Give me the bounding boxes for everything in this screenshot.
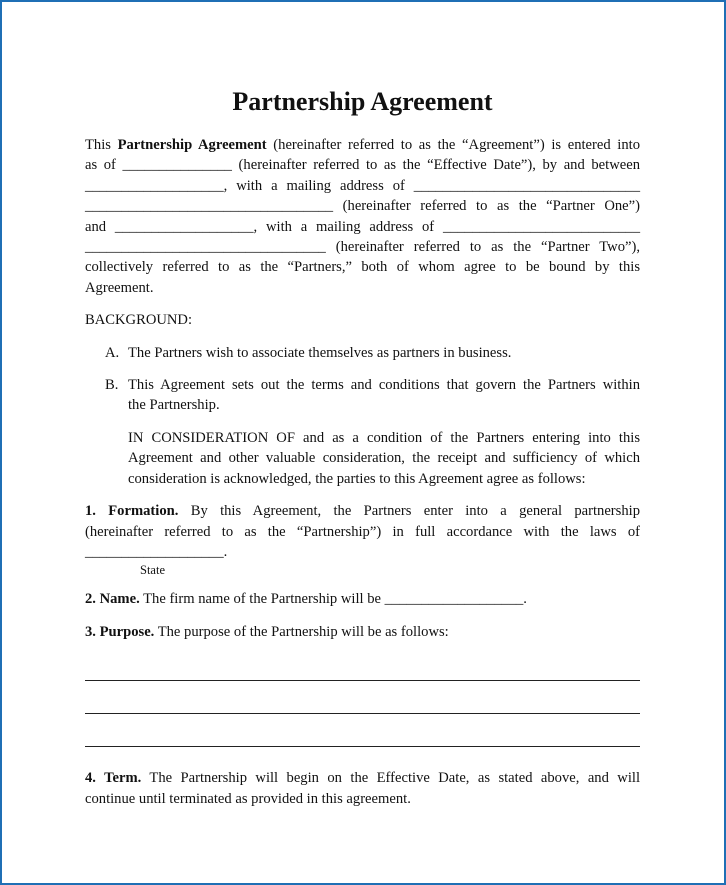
consideration-line: Agreement and other valuable consideration, the receipt and sufficiency of which: [128, 450, 640, 467]
term-line-1: [85, 768, 640, 788]
formation-line-2: (hereinafter referred to as the “Partnership”) in full accordance with the laws of: [85, 523, 640, 540]
intro-line-4: __________________________________ (hereinafter referred to as the “Partner One”): [85, 198, 640, 215]
intro-line-2: as of _______________ (hereinafter referred to as the “Effective Date”), by and between: [85, 157, 640, 174]
consideration-paragraph: [85, 428, 640, 489]
intro-text: (hereinafter referred to as the “Agreement”) is entered into: [266, 137, 641, 153]
background-item-text: The Partners wish to associate themselves as partners in business.: [128, 344, 512, 361]
intro-paragraph: [85, 135, 640, 298]
document-page: [85, 86, 640, 809]
formation-line-1: [85, 501, 640, 521]
intro-text: This: [85, 137, 118, 153]
intro-line-5: and ___________________, with a mailing address of ___________________________: [85, 218, 640, 235]
consideration-line: consideration is acknowledged, the parties to this Agreement agree as follows:: [128, 470, 586, 487]
intro-line-8: Agreement.: [85, 279, 154, 296]
background-item-text: the Partnership.: [128, 397, 220, 414]
term-line-2: continue until terminated as provided in this agreement.: [85, 790, 411, 807]
background-item-text: This Agreement sets out the terms and conditions that govern the Partners within: [128, 377, 640, 394]
list-marker: B.: [105, 377, 119, 394]
section-heading: 1. Formation.: [85, 503, 179, 520]
background-item-a: [85, 343, 640, 363]
section-formation: [85, 501, 640, 578]
intro-line-3: ___________________, with a mailing address of _______________________________: [85, 177, 640, 194]
section-name: [85, 589, 640, 609]
state-label: State: [140, 563, 165, 578]
list-marker: A.: [105, 344, 120, 361]
document-title: Partnership Agreement: [232, 87, 493, 116]
formation-state-blank: ___________________.: [85, 543, 228, 560]
section-heading: 3. Purpose.: [85, 623, 155, 640]
section-text: By this Agreement, the Partners enter into a general partnership: [178, 503, 640, 520]
section-text: The firm name of the Partnership will be ___________________.: [139, 591, 527, 608]
background-item-b: [85, 375, 640, 416]
section-purpose: [85, 622, 640, 642]
intro-line-7: collectively referred to as the “Partners,” both of whom agree to be bound by this: [85, 259, 640, 276]
section-heading: 2. Name.: [85, 591, 140, 608]
consideration-line: IN CONSIDERATION OF and as a condition of the Partners entering into this: [128, 429, 640, 446]
intro-line-1: [85, 135, 640, 155]
intro-bold-term: Partnership Agreement: [117, 137, 267, 153]
background-heading: BACKGROUND:: [85, 312, 193, 329]
section-term: [85, 768, 640, 809]
section-text: The purpose of the Partnership will be as follows:: [154, 623, 449, 640]
intro-line-6: _________________________________ (hereinafter referred to as the “Partner Two”),: [85, 239, 640, 256]
section-heading: 4. Term.: [85, 770, 142, 787]
section-text: The Partnership will begin on the Effective Date, as stated above, and will: [141, 770, 641, 787]
